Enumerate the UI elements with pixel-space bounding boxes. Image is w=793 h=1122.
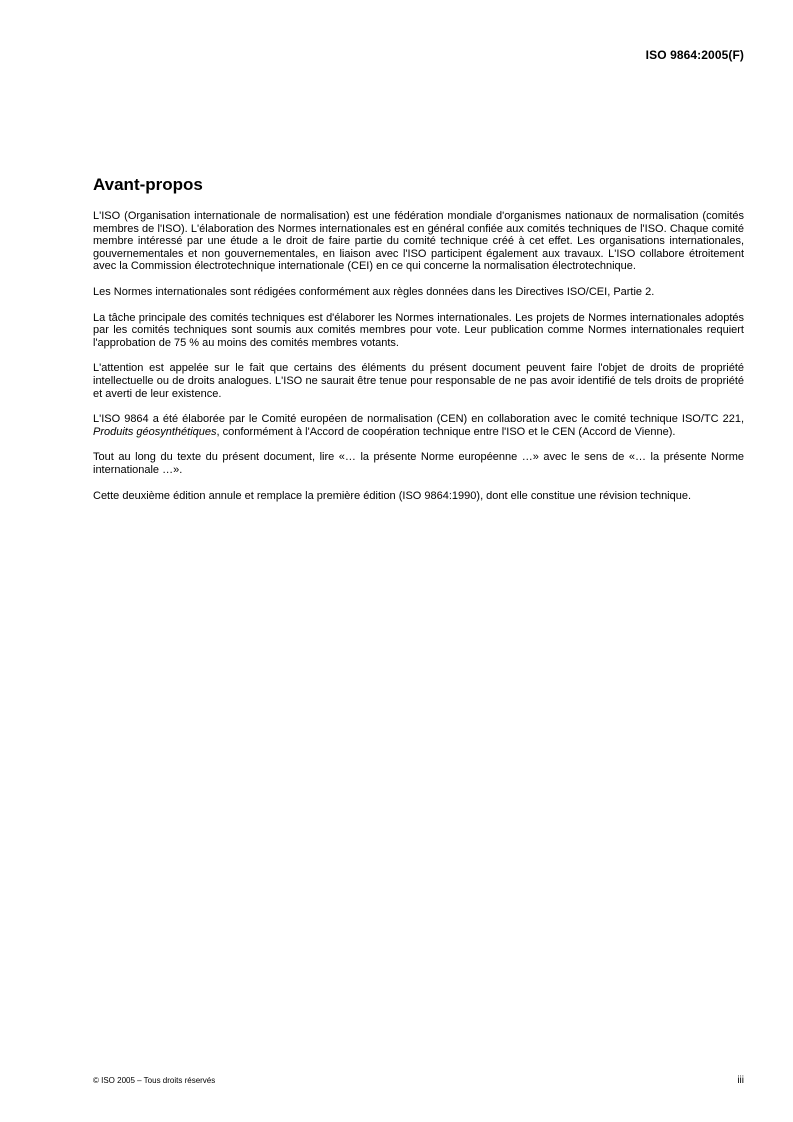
document-reference: ISO 9864:2005(F)	[645, 48, 744, 62]
paragraph-technical-committees: La tâche principale des comités techniques est d'élaborer les Normes internationales. Les projets de Normes internationales adoptés par les comités techniques sont soumis aux comités membres pour vote. Leur publication comme Normes internationales requiert l'approbation de 75 % au moins des comités membres votants.	[93, 311, 744, 349]
paragraph-preparation	[93, 413, 744, 438]
paragraph-directives: Les Normes internationales sont rédigées conformément aux règles données dans les Directives ISO/CEI, Partie 2.	[93, 285, 655, 298]
paragraph-iso-organisation: L'ISO (Organisation internationale de normalisation) est une fédération mondiale d'organismes nationaux de normalisation (comités membres de l'ISO). L'élaboration des Normes internationales est en général confiée aux comités techniques de l'ISO. Chaque comité membre intéressé par une étude a le droit de faire partie du comité technique créé à cet effet. Les organisations internationales, gouvernementales et non gouvernementales, en liaison avec l'ISO participent également aux travaux. L'ISO collabore étroitement avec la Commission électrotechnique internationale (CEI) en ce qui concerne la normalisation électrotechnique.	[93, 210, 744, 273]
foreword-body	[93, 210, 744, 515]
paragraph-reading-note: Tout au long du texte du présent document, lire «… la présente Norme européenne …» avec le sens de «… la présente Norme internationale …».	[93, 451, 744, 476]
section-title: Avant-propos	[93, 175, 203, 194]
paragraph-edition: Cette deuxième édition annule et remplace la première édition (ISO 9864:1990), dont elle constitue une révision technique.	[93, 489, 692, 502]
copyright-notice: © ISO 2005 – Tous droits réservés	[93, 1076, 216, 1085]
page-number: iii	[737, 1075, 744, 1086]
paragraph-patent-rights: L'attention est appelée sur le fait que certains des éléments du présent document peuvent faire l'objet de droits de propriété intellectuelle ou de droits analogues. L'ISO ne saurait être tenue pour responsable de ne pas avoir identifié de tels droits de propriété et averti de leur existence.	[93, 362, 744, 400]
committee-title: Produits géosynthétiques	[93, 425, 217, 438]
paragraph-preparation-end: , conformément à l'Accord de coopération technique entre l'ISO et le CEN (Accord de Vienne).	[216, 425, 676, 438]
paragraph-preparation-start: L'ISO 9864 a été élaborée par le Comité européen de normalisation (CEN) en collaboration avec le comité technique ISO/TC 221,	[93, 413, 744, 426]
